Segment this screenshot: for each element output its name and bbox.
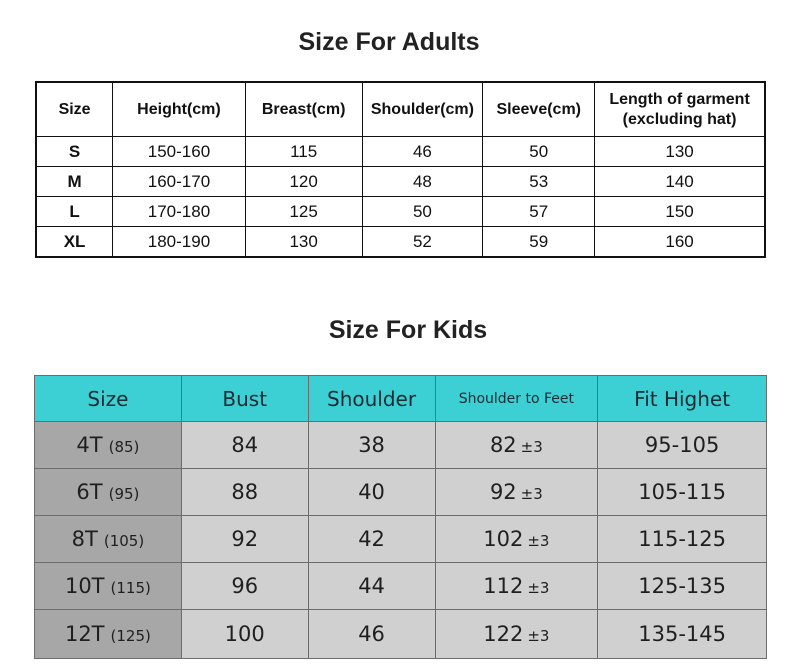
- adults-cell-sleeve: 53: [483, 167, 595, 197]
- adults-cell-height: 170-180: [113, 197, 246, 227]
- kids-feet-value: 92: [489, 480, 517, 504]
- kids-cell-bust: 92: [181, 516, 308, 563]
- adults-cell-sleeve: 57: [483, 197, 595, 227]
- kids-size-label: 6T: [76, 480, 103, 504]
- kids-cell-feet: [435, 422, 598, 469]
- adults-header-size: Size: [36, 82, 113, 137]
- kids-cell-feet: [435, 610, 598, 659]
- kids-size-code: (115): [110, 579, 151, 597]
- kids-cell-bust: 84: [181, 422, 308, 469]
- adults-cell-size: XL: [36, 227, 113, 258]
- adults-cell-length: 140: [595, 167, 765, 197]
- adults-cell-height: 150-160: [113, 137, 246, 167]
- kids-size-code: (95): [108, 485, 140, 503]
- adults-header-shoulder: Shoulder(cm): [362, 82, 483, 137]
- adults-header-breast: Breast(cm): [245, 82, 362, 137]
- kids-header-shoulder: Shoulder: [308, 376, 435, 422]
- kids-cell-shoulder: 38: [308, 422, 435, 469]
- adults-cell-size: M: [36, 167, 113, 197]
- kids-cell-shoulder: 44: [308, 563, 435, 610]
- kids-cell-size: [35, 563, 182, 610]
- kids-size-label: 10T: [64, 574, 105, 598]
- adults-cell-shoulder: 46: [362, 137, 483, 167]
- kids-cell-feet: [435, 469, 598, 516]
- kids-cell-fit: 105-115: [598, 469, 767, 516]
- adults-cell-shoulder: 52: [362, 227, 483, 258]
- kids-cell-fit: 125-135: [598, 563, 767, 610]
- kids-header-bust: Bust: [181, 376, 308, 422]
- kids-size-table: [34, 375, 767, 659]
- adults-cell-shoulder: 50: [362, 197, 483, 227]
- adults-row: [36, 227, 765, 258]
- adults-header-length-line2: (excluding hat): [622, 110, 737, 128]
- kids-header-size: Size: [35, 376, 182, 422]
- adults-cell-breast: 120: [245, 167, 362, 197]
- kids-row: [35, 610, 767, 659]
- kids-title: Size For Kids: [328, 316, 488, 344]
- kids-row: [35, 422, 767, 469]
- kids-row: [35, 469, 767, 516]
- adults-cell-length: 160: [595, 227, 765, 258]
- kids-feet-value: 112: [483, 574, 524, 598]
- kids-cell-size: [35, 516, 182, 563]
- kids-cell-feet: [435, 563, 598, 610]
- adults-header-sleeve: Sleeve(cm): [483, 82, 595, 137]
- kids-cell-fit: 135-145: [598, 610, 767, 659]
- adults-size-table: [35, 81, 766, 258]
- adults-cell-length: 130: [595, 137, 765, 167]
- kids-size-label: 4T: [76, 433, 103, 457]
- adults-cell-breast: 125: [245, 197, 362, 227]
- kids-cell-feet: [435, 516, 598, 563]
- kids-cell-fit: 95-105: [598, 422, 767, 469]
- adults-cell-size: L: [36, 197, 113, 227]
- kids-feet-tolerance: ±3: [520, 438, 543, 456]
- kids-header-fit-height: Fit Highet: [598, 376, 767, 422]
- kids-size-code: (105): [103, 532, 145, 550]
- kids-cell-bust: 100: [181, 610, 308, 659]
- adults-row: [36, 137, 765, 167]
- kids-row: [35, 563, 767, 610]
- adults-cell-size: S: [36, 137, 113, 167]
- kids-cell-size: [35, 469, 182, 516]
- kids-cell-fit: 115-125: [598, 516, 767, 563]
- adults-cell-breast: 115: [245, 137, 362, 167]
- kids-cell-bust: 88: [181, 469, 308, 516]
- adults-row: [36, 197, 765, 227]
- adults-header-length: [595, 82, 765, 137]
- adults-cell-height: 160-170: [113, 167, 246, 197]
- kids-feet-value: 82: [489, 433, 517, 457]
- adults-header-row: [36, 82, 765, 137]
- adults-title: Size For Adults: [298, 28, 480, 56]
- adults-row: [36, 167, 765, 197]
- adults-cell-height: 180-190: [113, 227, 246, 258]
- kids-size-label: 8T: [71, 527, 98, 551]
- kids-cell-shoulder: 42: [308, 516, 435, 563]
- kids-size-code: (125): [110, 627, 151, 645]
- adults-header-length-line1: Length of garment: [609, 90, 750, 108]
- adults-header-height: Height(cm): [113, 82, 246, 137]
- kids-cell-size: [35, 422, 182, 469]
- kids-size-label: 12T: [64, 622, 105, 646]
- kids-header-shoulder-to-feet: Shoulder to Feet: [435, 376, 598, 422]
- kids-cell-shoulder: 46: [308, 610, 435, 659]
- kids-cell-shoulder: 40: [308, 469, 435, 516]
- kids-header-row: [35, 376, 767, 422]
- kids-cell-size: [35, 610, 182, 659]
- adults-cell-sleeve: 50: [483, 137, 595, 167]
- kids-feet-tolerance: ±3: [527, 579, 550, 597]
- kids-feet-tolerance: ±3: [527, 532, 550, 550]
- adults-cell-sleeve: 59: [483, 227, 595, 258]
- kids-cell-bust: 96: [181, 563, 308, 610]
- kids-size-code: (85): [108, 438, 140, 456]
- kids-feet-tolerance: ±3: [520, 485, 543, 503]
- adults-cell-breast: 130: [245, 227, 362, 258]
- kids-row: [35, 516, 767, 563]
- adults-cell-shoulder: 48: [362, 167, 483, 197]
- kids-feet-tolerance: ±3: [527, 627, 550, 645]
- kids-feet-value: 102: [483, 527, 524, 551]
- adults-cell-length: 150: [595, 197, 765, 227]
- kids-feet-value: 122: [483, 622, 524, 646]
